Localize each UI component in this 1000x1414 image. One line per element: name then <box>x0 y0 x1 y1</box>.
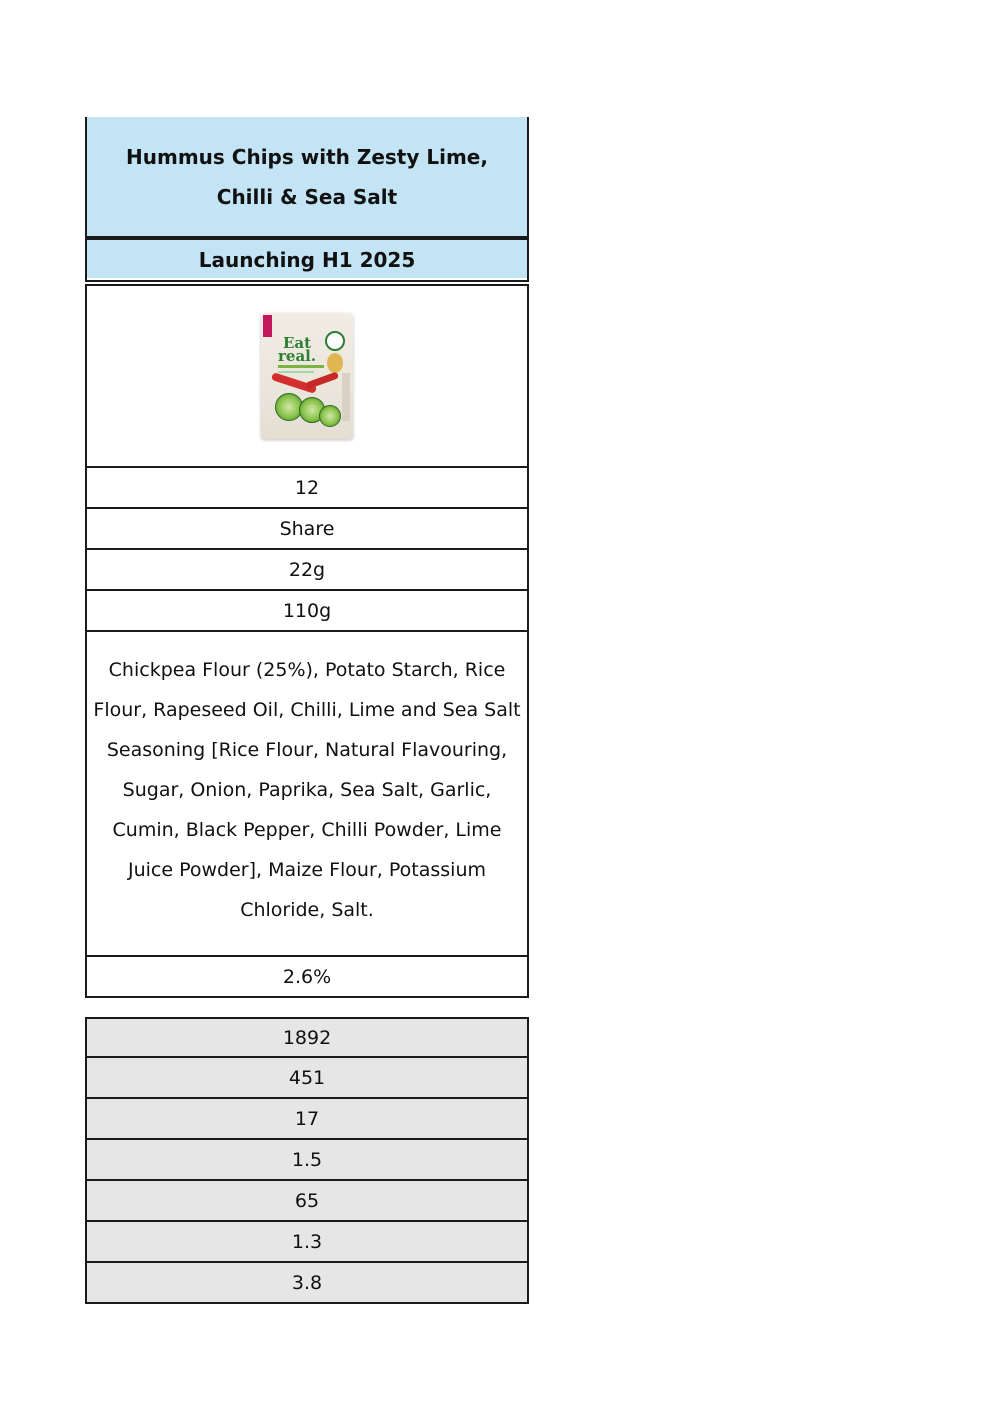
portion-cell <box>85 550 529 591</box>
format-cell <box>85 509 529 550</box>
nutrition-value: 1892 <box>282 1026 332 1049</box>
ingredients-text: Chickpea Flour (25%), Potato Starch, Rice Flour, Rapeseed Oil, Chilli, Lime and Sea Salt Seasoning [Rice Flour, Natural Flavouring, Sugar, Onion, Paprika, Sea Salt, Garlic, Cumin, Black Pepper, Chilli Powder, Lime Juice Powder], Maize Flour, Potassium Chloride, Salt. <box>93 658 521 921</box>
nutrition-row <box>85 1058 529 1099</box>
nutrition-value: 1.5 <box>291 1148 323 1171</box>
percent-cell <box>85 957 529 998</box>
case-size-value: 12 <box>294 476 320 499</box>
nutrition-row <box>85 1222 529 1263</box>
product-image-cell <box>85 284 529 468</box>
launch-banner <box>85 238 529 282</box>
pack-size-value: 110g <box>282 599 332 622</box>
portion-value: 22g <box>288 558 326 581</box>
product-spec-table <box>85 117 529 998</box>
nutrition-row <box>85 1181 529 1222</box>
nutrition-row <box>85 1099 529 1140</box>
ingredients-cell <box>85 632 529 957</box>
launch-text: Launching H1 2025 <box>198 248 416 272</box>
nutrition-row <box>85 1263 529 1304</box>
nutrition-value: 1.3 <box>291 1230 323 1253</box>
case-size-cell <box>85 468 529 509</box>
product-title-text: Hummus Chips with Zesty Lime, Chilli & Sea Salt <box>126 144 488 209</box>
nutrition-value: 17 <box>294 1107 320 1130</box>
percent-value: 2.6% <box>282 965 332 988</box>
product-title <box>85 117 529 238</box>
brand-logo: Eat real. <box>278 334 317 365</box>
nutrition-table <box>85 1017 529 1304</box>
format-value: Share <box>279 517 335 540</box>
nutrition-value: 451 <box>288 1066 326 1089</box>
product-pack-image <box>261 313 353 439</box>
nutrition-row <box>85 1017 529 1058</box>
pack-size-cell <box>85 591 529 632</box>
nutrition-row <box>85 1140 529 1181</box>
nutrition-value: 65 <box>294 1189 320 1212</box>
nutrition-value: 3.8 <box>291 1271 323 1294</box>
